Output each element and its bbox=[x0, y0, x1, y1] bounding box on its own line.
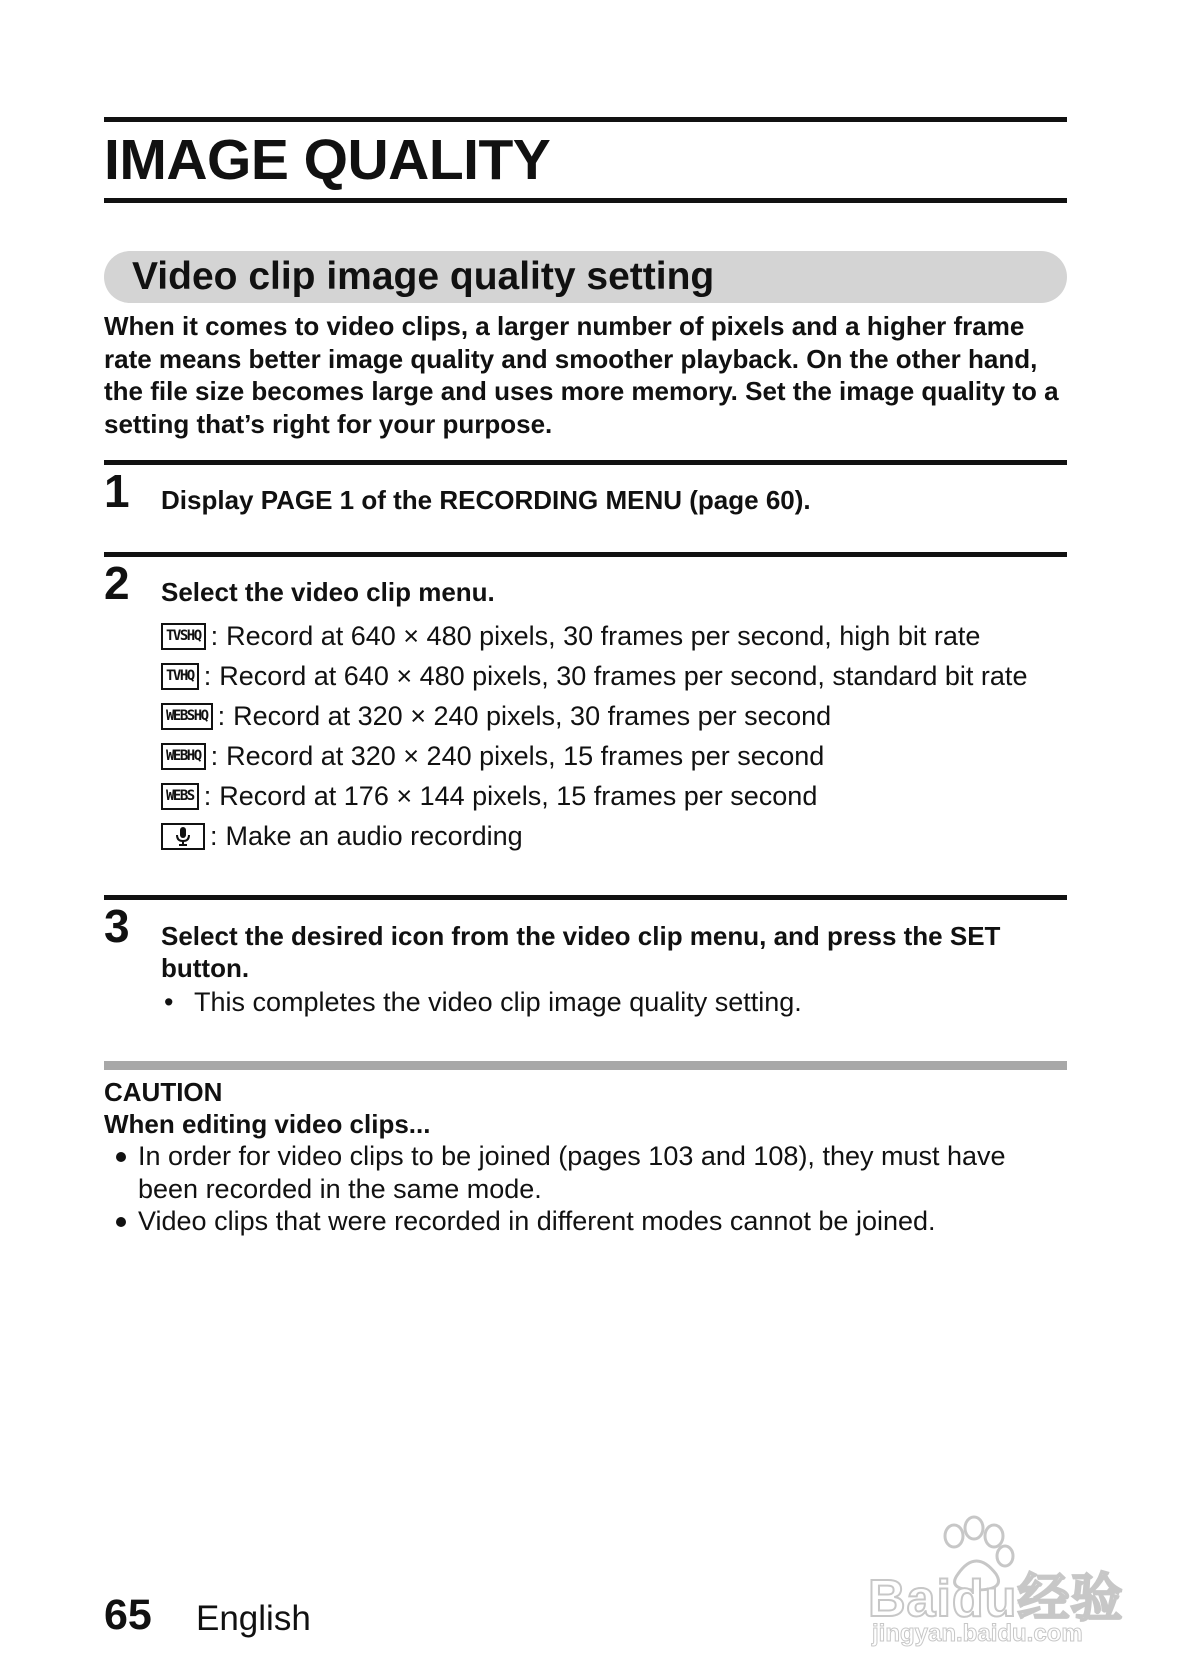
step-3-rule bbox=[104, 895, 1067, 900]
step-1-text: Display PAGE 1 of the RECORDING MENU (page 60). bbox=[161, 485, 811, 515]
title-underline bbox=[104, 198, 1067, 203]
caution-list bbox=[112, 1140, 1072, 1238]
page-language: English bbox=[196, 1599, 311, 1638]
baidu-watermark bbox=[858, 1514, 1138, 1654]
intro-paragraph: When it comes to video clips, a larger number of pixels and a higher frame rate means better image quality and smoother playback. On the other hand, the file size becomes large and uses more memory. Set the image quality to a setting that’s right for your purpose. bbox=[104, 311, 1059, 439]
step-3-text: Select the desired icon from the video clip menu, and press the SET button. bbox=[161, 921, 1001, 983]
caution-subheading: When editing video clips... bbox=[104, 1109, 431, 1139]
caution-item: Video clips that were recorded in different modes cannot be joined. bbox=[112, 1205, 1072, 1238]
option-row: TVHQ : Record at 640 × 480 pixels, 30 frames per second, standard bit rate bbox=[161, 656, 1027, 696]
watermark-logo-text: Baidu经验 bbox=[868, 1570, 1124, 1628]
section-title: Video clip image quality setting bbox=[132, 255, 715, 298]
watermark-url-text: jingyan.baidu.com bbox=[872, 1620, 1083, 1647]
top-rule bbox=[104, 117, 1067, 122]
web-shq-icon: WEBSHQ bbox=[161, 703, 213, 730]
option-row: WEBS : Record at 176 × 144 pixels, 15 frames per second bbox=[161, 776, 817, 816]
page-title: IMAGE QUALITY bbox=[104, 128, 551, 192]
step-2-text: Select the video clip menu. bbox=[161, 577, 495, 607]
option-row: WEBHQ : Record at 320 × 240 pixels, 15 frames per second bbox=[161, 736, 824, 776]
option-description: Record at 320 × 240 pixels, 30 frames per second bbox=[233, 700, 832, 731]
step-3-number: 3 bbox=[104, 900, 130, 952]
web-s-icon: WEBS bbox=[161, 783, 199, 810]
option-row: : Make an audio recording bbox=[161, 816, 523, 856]
option-row: WEBSHQ : Record at 320 × 240 pixels, 30 frames per second bbox=[161, 696, 831, 736]
bullet-icon: • bbox=[164, 987, 174, 1017]
microphone-icon bbox=[161, 823, 205, 850]
page-number: 65 bbox=[104, 1591, 152, 1639]
caution-rule bbox=[104, 1061, 1067, 1070]
option-description: Record at 640 × 480 pixels, 30 frames per second, high bit rate bbox=[226, 620, 981, 651]
option-description: Make an audio recording bbox=[225, 820, 523, 851]
web-hq-icon: WEBHQ bbox=[161, 743, 206, 770]
step-2-rule bbox=[104, 552, 1067, 557]
option-description: Record at 320 × 240 pixels, 15 frames per second bbox=[226, 740, 825, 771]
tv-shq-icon: TVSHQ bbox=[161, 623, 206, 650]
step-2-number: 2 bbox=[104, 557, 130, 609]
step-1-number: 1 bbox=[104, 465, 130, 517]
tv-hq-icon: TVHQ bbox=[161, 663, 199, 690]
option-description: Record at 640 × 480 pixels, 30 frames per second, standard bit rate bbox=[219, 660, 1028, 691]
step-1-rule bbox=[104, 460, 1067, 465]
caution-heading: CAUTION bbox=[104, 1077, 223, 1107]
step-3-note: • This completes the video clip image quality setting. bbox=[164, 987, 802, 1017]
option-description: Record at 176 × 144 pixels, 15 frames per second bbox=[219, 780, 818, 811]
caution-item: In order for video clips to be joined (pages 103 and 108), they must have been recorded in the same mode. bbox=[112, 1140, 1072, 1205]
option-row: TVSHQ : Record at 640 × 480 pixels, 30 frames per second, high bit rate bbox=[161, 616, 980, 656]
